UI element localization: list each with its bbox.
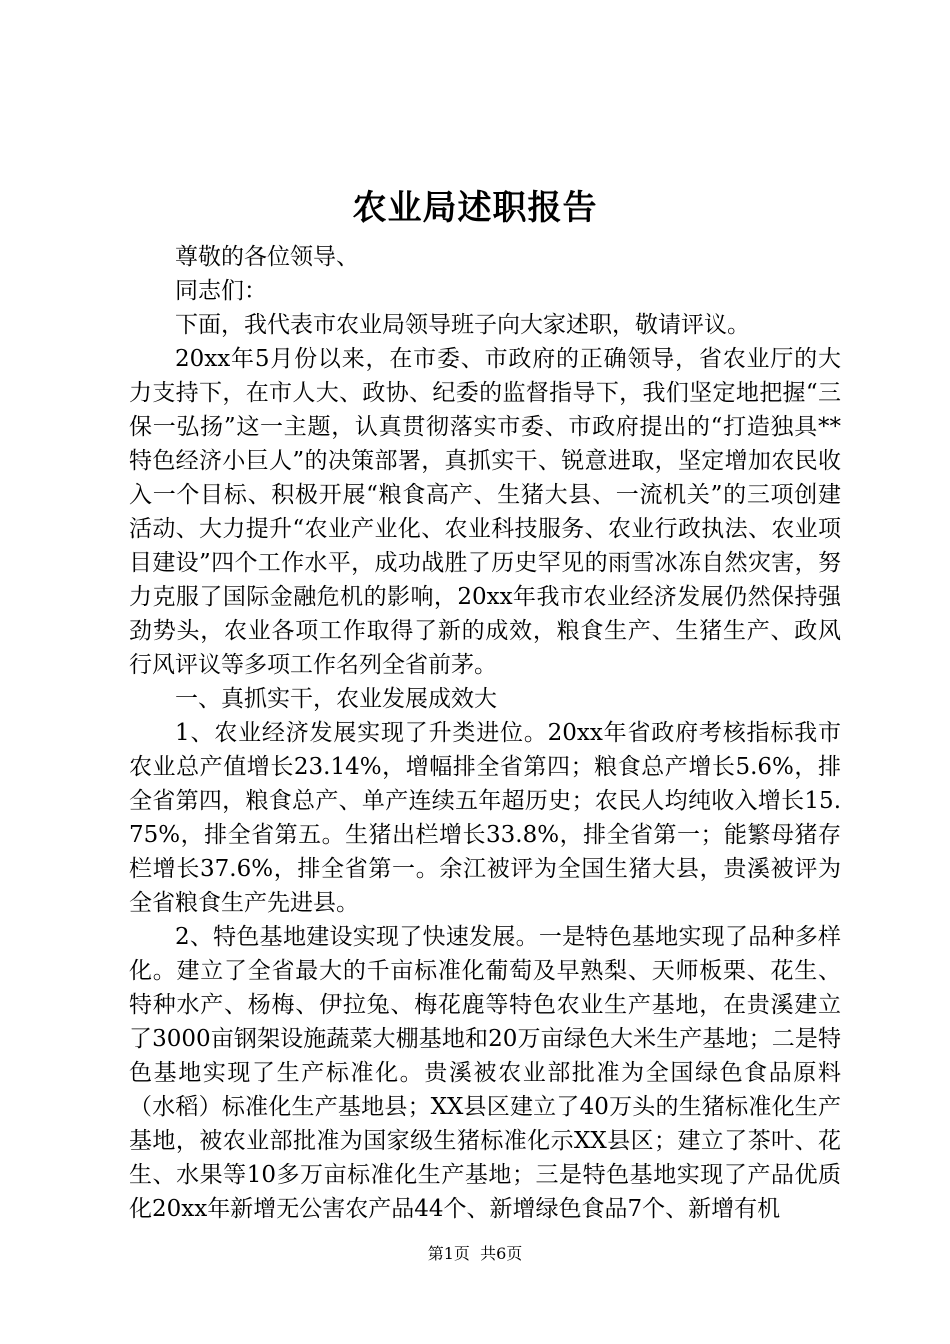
section-heading-1: 一、真抓实干，农业发展成效大 [175,686,497,712]
page-number: 第1页 [427,1244,470,1263]
intro-paragraph: 下面，我代表市农业局领导班子向大家述职，敬请评议。 [175,312,750,338]
salutation-line-1: 尊敬的各位领导、 [175,244,359,270]
document-body [129,240,841,1226]
overview-paragraph: 20xx年5月份以来，在市委、市政府的正确领导，省农业厅的大力支持下，在市人大、政协、纪委的监督指导下，我们坚定地把握“三保一弘扬”这一主题，认真贯彻落实市委、市政府提出的“打造独具**特色经济小巨人”的决策部署，真抓实干、锐意进取，坚定增加农民收入一个目标、积极开展“粮食高产、生猪大县、一流机关”的三项创建活动、大力提升“农业产业化、农业科技服务、农业行政执法、农业项目建设”四个工作水平，成功战胜了历史罕见的雨雪冰冻自然灾害，努力克服了国际金融危机的影响，20xx年我市农业经济发展仍然保持强劲势头，农业各项工作取得了新的成效，粮食生产、生猪生产、政风行风评议等多项工作名列全省前茅。 [129,346,841,678]
point-1-paragraph: 1、农业经济发展实现了升类进位。20xx年省政府考核指标我市农业总产值增长23.14%，增幅排全省第四；粮食总产增长5.6%，排全省第四，粮食总产、单产连续五年超历史；农民人均纯收入增长15.75%，排全省第五。生猪出栏增长33.8%，排全省第一；能繁母猪存栏增长37.6%，排全省第一。余江被评为全国生猪大县，贵溪被评为全省粮食生产先进县。 [129,720,841,916]
point-2-paragraph: 2、特色基地建设实现了快速发展。一是特色基地实现了品种多样化。建立了全省最大的千亩标准化葡萄及早熟梨、天师板栗、花生、特种水产、杨梅、伊拉兔、梅花鹿等特色农业生产基地，在贵溪建立了3000亩钢架设施蔬菜大棚基地和20万亩绿色大米生产基地；二是特色基地实现了生产标准化。贵溪被农业部批准为全国绿色食品原料（水稻）标准化生产基地县；XX县区建立了40万头的生猪标准化生产基地，被农业部批准为国家级生猪标准化示XX县区；建立了茶叶、花生、水果等10多万亩标准化生产基地；三是特色基地实现了产品优质化20xx年新增无公害农产品44个、新增绿色食品7个、新增有机 [129,924,841,1222]
page-total: 共6页 [480,1244,523,1263]
document-title: 农业局述职报告 [352,188,598,228]
page-footer [0,1243,950,1265]
salutation-line-2: 同志们： [175,278,267,304]
